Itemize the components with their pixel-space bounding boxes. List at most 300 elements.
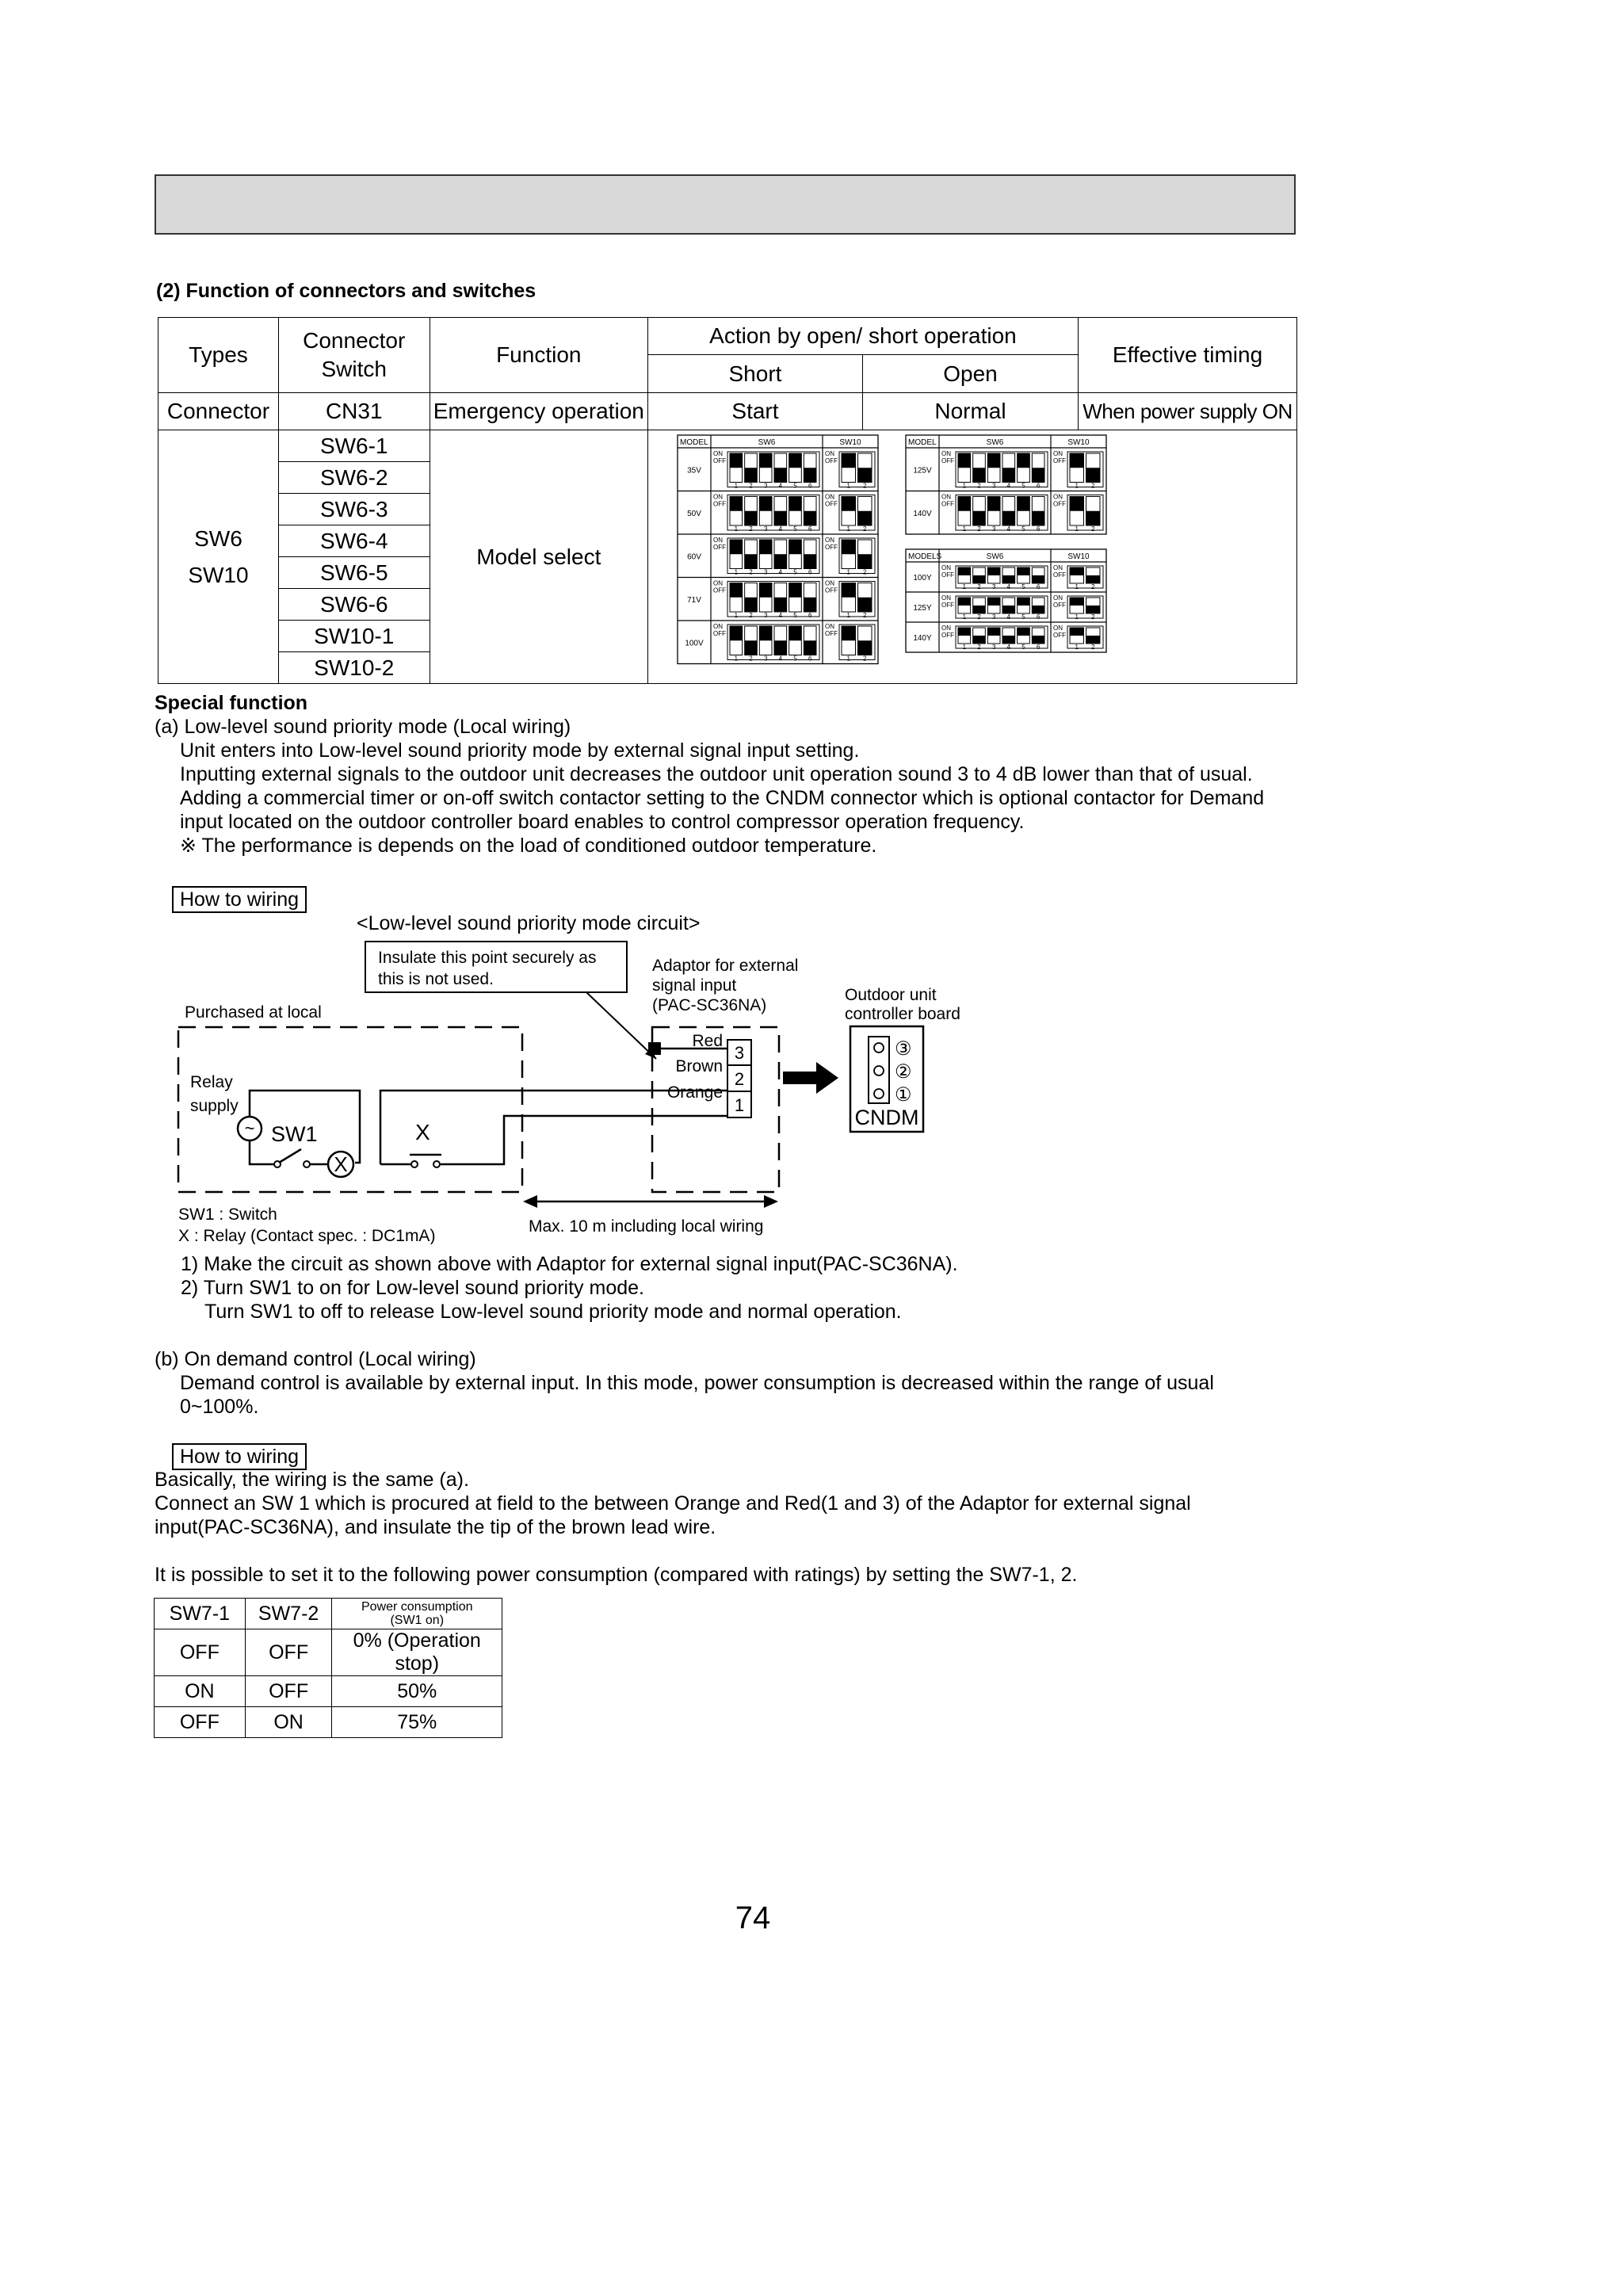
- dip-switch-number: 1: [734, 525, 739, 533]
- dip-model-label: 35V: [687, 466, 701, 476]
- pin-number-label: ①: [895, 1084, 912, 1106]
- switch-type-sw10: SW10: [188, 562, 249, 587]
- section-a-line: input located on the outdoor controller board enables to control compressor operation frequency.: [180, 811, 1025, 833]
- dip-switch-number: 1: [734, 482, 739, 490]
- dip-switch-number: 4: [778, 568, 783, 576]
- dip-off-label: OFF: [712, 500, 726, 508]
- dip-switch-number: 3: [991, 613, 996, 621]
- circuit-title: <Low-level sound priority mode circuit>: [357, 912, 701, 934]
- dip-switch-number: 6: [808, 612, 812, 619]
- dip-switch-lever: [745, 511, 758, 525]
- switch-name: SW6-6: [278, 589, 430, 621]
- dip-switch-lever: [1032, 575, 1044, 583]
- power-header-line: (SW1 on): [390, 1614, 445, 1627]
- dip-off-label: OFF: [824, 457, 838, 464]
- dip-on-label: ON: [941, 625, 951, 632]
- adaptor-label: (PAC-SC36NA): [652, 996, 767, 1014]
- dip-header: MODEL: [907, 438, 937, 447]
- dip-switch-number: 5: [793, 655, 797, 663]
- dip-switch-lever: [973, 468, 986, 482]
- signal-wire: [441, 1116, 727, 1164]
- dip-switch-number: 4: [778, 482, 783, 490]
- relay-contact-label: X: [415, 1120, 430, 1144]
- switch-name: SW10-2: [278, 652, 430, 684]
- dip-switch-lever: [958, 497, 971, 511]
- section-a-line: Unit enters into Low-level sound priority mode by external signal input setting.: [180, 739, 860, 762]
- dip-switch-lever: [973, 511, 986, 525]
- dip-switch-number: 2: [1090, 525, 1095, 533]
- dip-switch-lever: [1002, 606, 1015, 613]
- dip-switch-lever: [759, 583, 772, 598]
- sw7-cell: OFF: [155, 1707, 246, 1738]
- dip-switch-settings: [648, 430, 1296, 682]
- dip-switch-number: 6: [1036, 644, 1041, 651]
- dip-header: SW6: [758, 438, 776, 447]
- dip-switch-lever: [973, 606, 986, 613]
- insulated-tip-icon: [648, 1042, 661, 1055]
- arrowhead-icon: [523, 1195, 537, 1208]
- header-short: Short: [647, 355, 862, 393]
- dip-switch-number: 6: [808, 655, 812, 663]
- dip-on-label: ON: [712, 537, 723, 544]
- dip-switch-number: 1: [846, 525, 850, 533]
- dip-switch-number: 5: [793, 612, 797, 619]
- dip-switch-number: 5: [793, 525, 797, 533]
- dip-switch-lever: [1070, 598, 1084, 606]
- dip-switch-lever: [973, 575, 986, 583]
- dip-on-label: ON: [941, 564, 951, 571]
- dip-switch-number: 4: [1006, 583, 1011, 590]
- dip-switch-lever: [789, 626, 802, 640]
- dip-switch-lever: [857, 598, 872, 612]
- dip-off-label: OFF: [1052, 500, 1066, 508]
- dip-switch-diagrams: [647, 430, 1296, 684]
- section-b-line: 0~100%.: [180, 1396, 259, 1418]
- section-heading: (2) Function of connectors and switches: [156, 280, 536, 302]
- dip-switch-number: 1: [962, 613, 967, 621]
- power-header: [332, 1599, 502, 1629]
- insulate-pointer-line: [586, 992, 656, 1059]
- dip-header: SW10: [839, 438, 861, 447]
- header-open: Open: [862, 355, 1078, 393]
- dip-switch-lever: [857, 554, 872, 568]
- connector-pin-icon: [874, 1043, 884, 1052]
- dip-switch-number: 1: [962, 525, 967, 533]
- dip-switch-number: 5: [1021, 482, 1025, 490]
- dip-off-label: OFF: [824, 500, 838, 508]
- adaptor-label: signal input: [652, 976, 737, 995]
- dip-switch-lever: [1002, 575, 1015, 583]
- dip-switch-lever: [759, 453, 772, 468]
- connector-switch-table: [158, 317, 1297, 684]
- special-function-block: [155, 691, 1264, 858]
- section-b-block: [155, 1347, 1214, 1419]
- dip-switch-lever: [1018, 453, 1030, 468]
- dip-switch-number: 2: [862, 612, 867, 619]
- dip-switch-number: 3: [763, 612, 768, 619]
- dip-switch-number: 1: [846, 612, 850, 619]
- dip-switch-lever: [973, 636, 986, 644]
- dip-header: SW10: [1067, 438, 1090, 447]
- dip-switch-lever: [1086, 636, 1100, 644]
- dip-off-label: OFF: [824, 630, 838, 637]
- dip-switch-number: 5: [793, 482, 797, 490]
- dip-switch-number: 1: [846, 568, 850, 576]
- section-a-title: (a) Low-level sound priority mode (Local wiring): [155, 716, 571, 738]
- how-to-wiring-label: How to wiring: [172, 886, 307, 913]
- connector-pin-icon: [874, 1089, 884, 1098]
- dip-switch-lever: [987, 598, 1000, 606]
- sw7-cell: OFF: [245, 1676, 332, 1707]
- max-length-label: Max. 10 m including local wiring: [529, 1217, 764, 1236]
- dip-switch-lever: [857, 511, 872, 525]
- dip-switch-number: 4: [778, 525, 783, 533]
- dip-switch-lever: [1086, 468, 1100, 482]
- dip-switch-number: 5: [793, 568, 797, 576]
- dip-switch-number: 2: [862, 525, 867, 533]
- terminal-pin-label: 1: [734, 1095, 745, 1115]
- dip-switch-lever: [1086, 606, 1100, 613]
- switch-name: SW6-1: [278, 430, 430, 462]
- dip-on-label: ON: [712, 493, 723, 501]
- dip-on-label: ON: [712, 579, 723, 587]
- dip-switch-lever: [789, 540, 802, 554]
- relay-loop-wire: [250, 1140, 273, 1164]
- dip-off-label: OFF: [712, 544, 726, 551]
- dip-switch-number: 2: [749, 612, 753, 619]
- switch-type: [158, 430, 279, 684]
- dip-model-label: 60V: [687, 552, 701, 562]
- sw7-cell: OFF: [155, 1629, 246, 1676]
- dip-off-label: OFF: [712, 457, 726, 464]
- dip-model-label: 140V: [913, 509, 932, 518]
- switch-type-sw6: SW6: [194, 525, 242, 551]
- connector-pin-icon: [874, 1066, 884, 1075]
- dip-switch-number: 4: [1006, 613, 1011, 621]
- dip-switch-number: 4: [1006, 482, 1011, 490]
- wire-brown-label: Brown: [675, 1057, 723, 1075]
- dip-switch-number: 6: [1036, 525, 1041, 533]
- dip-switch-number: 1: [846, 655, 850, 663]
- dip-switch-number: 3: [991, 583, 996, 590]
- dip-switch-number: 3: [991, 482, 996, 490]
- dip-switch-number: 6: [808, 525, 812, 533]
- dip-switch-lever: [958, 453, 971, 468]
- dip-switch-number: 3: [991, 525, 996, 533]
- dip-switch-lever: [759, 626, 772, 640]
- dip-switch-lever: [730, 626, 743, 640]
- dip-header: SW6: [986, 438, 1004, 447]
- special-function-title: Special function: [155, 692, 308, 714]
- adaptor-label: Adaptor for external: [652, 957, 799, 975]
- dip-switch-number: 1: [734, 655, 739, 663]
- terminal-pin-label: 3: [734, 1043, 745, 1063]
- switch-name: SW6-3: [278, 494, 430, 525]
- dip-switch-number: 3: [763, 525, 768, 533]
- switch-name: SW10-1: [278, 621, 430, 652]
- dip-switch-lever: [1032, 511, 1044, 525]
- sw7-cell: ON: [245, 1707, 332, 1738]
- dip-switch-number: 1: [1075, 525, 1079, 533]
- dip-switch-number: 2: [862, 482, 867, 490]
- dip-switch-number: 3: [763, 568, 768, 576]
- dip-off-label: OFF: [712, 586, 726, 594]
- power-cell: 75%: [332, 1707, 502, 1738]
- header-types: Types: [158, 318, 279, 393]
- insulate-note-text: this is not used.: [378, 970, 494, 988]
- dip-off-label: OFF: [1052, 632, 1066, 639]
- dip-switch-number: 5: [1021, 613, 1025, 621]
- dip-switch-number: 1: [734, 612, 739, 619]
- dip-switch-lever: [1018, 567, 1030, 575]
- dip-on-label: ON: [1052, 450, 1063, 457]
- section-a-line: Adding a commercial timer or on-off switch contactor setting to the CNDM connector which is optional contactor for Demand: [180, 787, 1265, 809]
- dip-switch-lever: [774, 554, 787, 568]
- dip-switch-lever: [730, 497, 743, 511]
- arrowhead-icon: [764, 1195, 778, 1208]
- dip-switch-number: 2: [977, 583, 981, 590]
- dip-on-label: ON: [1052, 625, 1063, 632]
- sw1-label: SW1: [271, 1122, 318, 1146]
- step-line: Turn SW1 to off to release Low-level sound priority mode and normal operation.: [204, 1301, 902, 1323]
- cndm-label: CNDM: [854, 1106, 919, 1129]
- dip-switch-lever: [958, 567, 971, 575]
- sw7-header: SW7-1: [155, 1599, 246, 1629]
- dip-switch-lever: [857, 640, 872, 655]
- dip-switch-number: 2: [1090, 644, 1095, 651]
- switch-contact-icon: [304, 1161, 310, 1167]
- dip-switch-lever: [1070, 497, 1084, 511]
- dip-header: SW6: [986, 552, 1004, 561]
- outdoor-board-label: controller board: [845, 1005, 960, 1023]
- outdoor-board-label: Outdoor unit: [845, 986, 937, 1004]
- dip-switch-lever: [745, 598, 758, 612]
- wire-red-label: Red: [692, 1032, 723, 1050]
- power-cell: 0% (Operation stop): [332, 1629, 502, 1676]
- pin-number-label: ②: [895, 1061, 912, 1083]
- dip-switch-lever: [789, 453, 802, 468]
- sw7-header: SW7-2: [245, 1599, 332, 1629]
- relay-contact-icon: [433, 1161, 440, 1167]
- dip-on-label: ON: [941, 493, 951, 501]
- dip-switch-number: 3: [763, 655, 768, 663]
- adaptor-boundary: [652, 1027, 779, 1192]
- dip-switch-lever: [958, 598, 971, 606]
- dip-switch-number: 2: [749, 482, 753, 490]
- dip-switch-number: 2: [749, 568, 753, 576]
- dip-on-label: ON: [712, 623, 723, 630]
- dip-header: MODELS: [907, 552, 942, 561]
- purchased-local-label: Purchased at local: [185, 1003, 322, 1022]
- dip-off-label: OFF: [1052, 457, 1066, 464]
- header-connector-label: Connector: [303, 328, 406, 353]
- power-cell: 50%: [332, 1676, 502, 1707]
- dip-switch-lever: [759, 540, 772, 554]
- dip-switch-number: 2: [977, 482, 981, 490]
- connector-timing: When power supply ON: [1078, 393, 1296, 430]
- dip-on-label: ON: [824, 623, 834, 630]
- dip-off-label: OFF: [712, 630, 726, 637]
- dip-switch-lever: [789, 497, 802, 511]
- dip-switch-lever: [987, 567, 1000, 575]
- switch-lever-icon: [279, 1149, 301, 1163]
- dip-switch-lever: [1018, 598, 1030, 606]
- dip-switch-lever: [745, 554, 758, 568]
- dip-switch-lever: [987, 628, 1000, 636]
- dip-switch-lever: [804, 554, 816, 568]
- switch-function: Model select: [430, 430, 647, 684]
- dip-model-label: 100Y: [913, 574, 932, 583]
- dip-switch-lever: [774, 468, 787, 482]
- dip-switch-number: 6: [808, 568, 812, 576]
- dip-switch-lever: [987, 497, 1000, 511]
- connector-name: CN31: [278, 393, 430, 430]
- dip-on-label: ON: [1052, 594, 1063, 602]
- dip-switch-lever: [1070, 453, 1084, 468]
- ac-source-symbol: ~: [244, 1118, 255, 1138]
- dip-switch-number: 3: [991, 644, 996, 651]
- connector-function: Emergency operation: [430, 393, 647, 430]
- dip-model-label: 50V: [687, 509, 701, 518]
- dip-switch-lever: [1070, 628, 1084, 636]
- dip-switch-lever: [774, 511, 787, 525]
- dip-switch-lever: [842, 626, 856, 640]
- relay-supply-label: supply: [190, 1097, 239, 1115]
- dip-switch-lever: [804, 468, 816, 482]
- dip-switch-number: 2: [977, 525, 981, 533]
- dip-off-label: OFF: [941, 457, 954, 464]
- dip-switch-lever: [1002, 636, 1015, 644]
- dip-switch-lever: [1032, 468, 1044, 482]
- setting-line: It is possible to set it to the following power consumption (compared with ratings) by setting the SW7-1, 2.: [155, 1564, 1078, 1586]
- dip-switch-number: 6: [1036, 583, 1041, 590]
- wire-orange-label: Orange: [666, 1083, 723, 1102]
- dip-switch-number: 6: [1036, 482, 1041, 490]
- dip-switch-lever: [857, 468, 872, 482]
- dip-switch-lever: [1032, 606, 1044, 613]
- section-b-title: (b) On demand control (Local wiring): [155, 1348, 476, 1370]
- header-connector-switch: [278, 318, 430, 393]
- dip-switch-lever: [1018, 497, 1030, 511]
- dip-switch-lever: [1002, 468, 1015, 482]
- dip-model-label: 71V: [687, 595, 701, 605]
- dip-model-label: 140Y: [913, 634, 932, 643]
- arrow-right-icon: [783, 1062, 838, 1094]
- section-b-wiring-line: Basically, the wiring is the same (a).: [155, 1469, 469, 1491]
- dip-switch-number: 1: [1075, 644, 1079, 651]
- dip-switch-number: 1: [962, 482, 967, 490]
- dip-on-label: ON: [1052, 564, 1063, 571]
- dip-switch-number: 4: [778, 612, 783, 619]
- dip-switch-lever: [730, 453, 743, 468]
- dip-off-label: OFF: [941, 571, 954, 579]
- dip-switch-lever: [804, 511, 816, 525]
- dip-switch-lever: [745, 468, 758, 482]
- dip-switch-lever: [774, 640, 787, 655]
- dip-switch-lever: [759, 497, 772, 511]
- dip-switch-lever: [842, 583, 856, 598]
- dip-switch-lever: [1032, 636, 1044, 644]
- page-header-banner: [155, 174, 1296, 235]
- dip-switch-number: 2: [1090, 583, 1095, 590]
- section-b-line: Demand control is available by external input. In this mode, power consumption is decreased within the range of usual: [180, 1372, 1214, 1394]
- dip-switch-number: 2: [977, 644, 981, 651]
- dip-off-label: OFF: [941, 500, 954, 508]
- step-line: 1) Make the circuit as shown above with Adaptor for external signal input(PAC-SC36NA).: [181, 1253, 958, 1275]
- dip-model-label: 125Y: [913, 604, 932, 613]
- dip-header: MODEL: [679, 438, 708, 447]
- dip-on-label: ON: [824, 537, 834, 544]
- dip-switch-lever: [842, 540, 856, 554]
- dip-switch-lever: [1002, 511, 1015, 525]
- dip-on-label: ON: [1052, 493, 1063, 501]
- dip-switch-number: 4: [778, 655, 783, 663]
- dip-switch-lever: [1086, 511, 1100, 525]
- dip-switch-number: 4: [1006, 525, 1011, 533]
- sw7-setting-table: [154, 1598, 502, 1738]
- header-switch-label: Switch: [321, 357, 387, 381]
- dip-switch-number: 2: [749, 525, 753, 533]
- dip-switch-lever: [1070, 567, 1084, 575]
- dip-switch-number: 1: [846, 482, 850, 490]
- section-a-line: Inputting external signals to the outdoor unit decreases the outdoor unit operation sound 3 to 4 dB lower than that of usual.: [180, 763, 1253, 785]
- dip-switch-number: 2: [1090, 482, 1095, 490]
- section-b-wiring: [155, 1468, 1191, 1587]
- dip-off-label: OFF: [1052, 571, 1066, 579]
- sw7-cell: OFF: [245, 1629, 332, 1676]
- dip-switch-number: 2: [749, 655, 753, 663]
- dip-header: SW10: [1067, 552, 1090, 561]
- switch-name: SW6-2: [278, 462, 430, 494]
- relay-supply-label: Relay: [190, 1073, 233, 1091]
- dip-switch-number: 1: [962, 583, 967, 590]
- dip-switch-lever: [842, 497, 856, 511]
- steps-block: [181, 1252, 958, 1324]
- dip-switch-number: 1: [1075, 613, 1079, 621]
- dip-off-label: OFF: [941, 632, 954, 639]
- dip-model-label: 100V: [685, 639, 704, 648]
- dip-switch-number: 2: [862, 655, 867, 663]
- dip-switch-lever: [804, 640, 816, 655]
- how-to-wiring-label-b: How to wiring: [172, 1443, 307, 1470]
- dip-switch-lever: [774, 598, 787, 612]
- switch-name: SW6-4: [278, 525, 430, 557]
- header-effective-timing: Effective timing: [1078, 318, 1296, 393]
- terminal-pin-label: 2: [734, 1069, 745, 1089]
- step-line: 2) Turn SW1 to on for Low-level sound priority mode.: [181, 1277, 644, 1299]
- dip-switch-number: 2: [1090, 613, 1095, 621]
- section-b-wiring-line: Connect an SW 1 which is procured at field to the between Orange and Red(1 and 3) of the Adaptor for external signal: [155, 1492, 1191, 1515]
- dip-switch-number: 6: [1036, 613, 1041, 621]
- connector-short: Start: [647, 393, 862, 430]
- dip-switch-number: 1: [1075, 583, 1079, 590]
- sw7-cell: ON: [155, 1676, 246, 1707]
- dip-on-label: ON: [941, 450, 951, 457]
- dip-switch-number: 6: [808, 482, 812, 490]
- dip-off-label: OFF: [824, 586, 838, 594]
- dip-off-label: OFF: [1052, 602, 1066, 609]
- dip-off-label: OFF: [941, 602, 954, 609]
- dip-switch-lever: [1086, 575, 1100, 583]
- dip-switch-number: 2: [862, 568, 867, 576]
- dip-switch-lever: [842, 453, 856, 468]
- dip-on-label: ON: [824, 450, 834, 457]
- section-a-note: ※ The performance is depends on the load of conditioned outdoor temperature.: [180, 835, 877, 857]
- page-number: 74: [735, 1901, 771, 1935]
- dip-switch-number: 1: [1075, 482, 1079, 490]
- connector-open: Normal: [862, 393, 1078, 430]
- legend-sw1: SW1 : Switch: [178, 1205, 277, 1224]
